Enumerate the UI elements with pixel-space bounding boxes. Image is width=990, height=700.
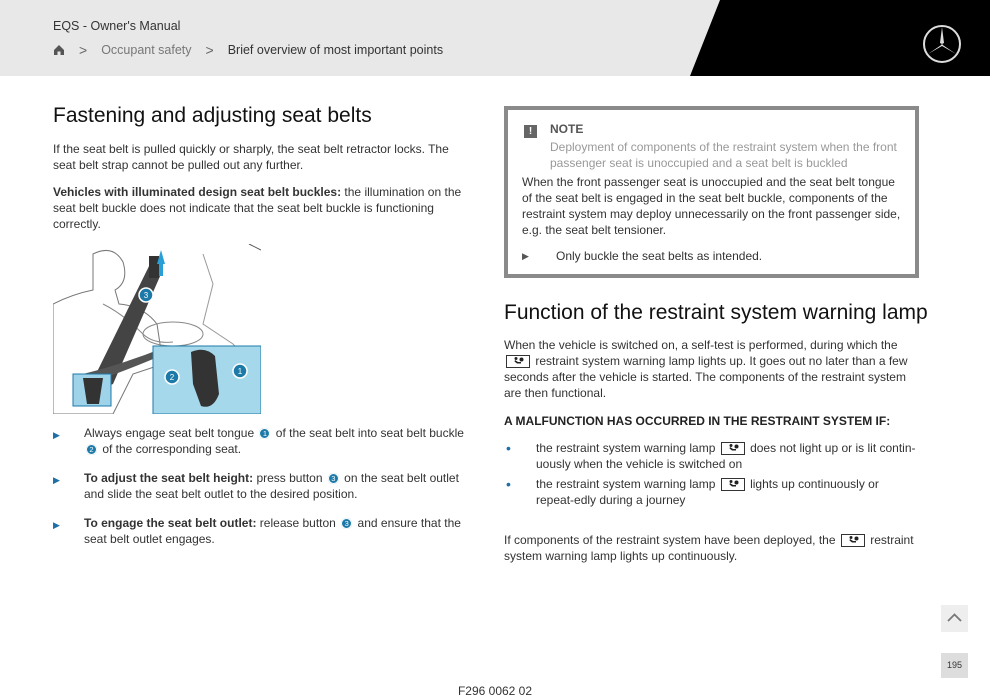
airbag-warning-lamp-icon xyxy=(721,442,745,455)
callout-badge-3: 3 xyxy=(341,518,352,529)
text: lights up continuously or repeat-edly during a journey xyxy=(536,477,879,507)
list-item-text xyxy=(84,515,473,547)
airbag-warning-lamp-icon xyxy=(506,355,530,368)
callout-badge-2: 2 xyxy=(86,444,97,455)
list-item xyxy=(53,515,473,547)
text: Always engage seat belt tongue xyxy=(84,426,258,440)
list-item-text xyxy=(536,440,919,472)
paragraph-self-test xyxy=(504,337,914,401)
paragraph-illuminated-buckles xyxy=(53,184,463,232)
note-box xyxy=(504,106,919,278)
arrow-right-icon: ▶ xyxy=(522,251,529,261)
breadcrumb-item-occupant-safety[interactable]: Occupant safety xyxy=(101,43,192,57)
chevron-up-icon xyxy=(941,605,968,632)
callout-2-label: 2 xyxy=(169,373,175,382)
chevron-right-icon: > xyxy=(205,42,214,58)
text: the restraint system warning lamp xyxy=(536,477,719,491)
figure-code: F296 0062 02 xyxy=(457,684,533,698)
instruction-list xyxy=(53,425,473,560)
paragraph-deployed xyxy=(504,532,919,564)
list-item-text xyxy=(536,476,919,508)
bold-lead: To engage the seat belt outlet: xyxy=(84,516,257,530)
airbag-warning-lamp-icon xyxy=(841,534,865,547)
chevron-right-icon: > xyxy=(79,42,88,58)
text: of the seat belt into seat belt buckle xyxy=(272,426,464,440)
note-label: NOTE xyxy=(550,122,584,136)
note-action xyxy=(522,249,762,263)
airbag-warning-lamp-icon xyxy=(721,478,745,491)
paragraph-text: the illumination on the seat belt buckle does not indicate that the seat belt buckle is functioning correctly. xyxy=(53,185,462,231)
paragraph-belt-lock: If the seat belt is pulled quickly or sharply, the seat belt retractor locks. The seat belt strap cannot be pulled out any further. xyxy=(53,142,449,172)
text: of the corresponding seat. xyxy=(99,442,242,456)
list-item-text xyxy=(84,470,473,502)
section-title-seat-belts: Fastening and adjusting seat belts xyxy=(53,104,372,127)
note-subtitle: Deployment of components of the restraint system when the front passenger seat is unoccupied and a seat belt is buckled xyxy=(550,140,897,170)
breadcrumb-item-current: Brief overview of most important points xyxy=(227,43,444,57)
list-item xyxy=(53,470,473,502)
bold-lead: Vehicles with illuminated design seat belt buckles: xyxy=(53,185,342,199)
home-icon[interactable] xyxy=(53,44,65,56)
text: the restraint system warning lamp xyxy=(536,441,719,455)
callout-3-label: 3 xyxy=(143,291,149,300)
text: When the vehicle is switched on, a self-test is performed, during which the xyxy=(504,338,898,352)
malfunction-heading: A MALFUNCTION HAS OCCURRED IN THE RESTRAINT SYSTEM IF: xyxy=(504,414,891,428)
note-action-text: Only buckle the seat belts as intended. xyxy=(556,249,763,263)
text: press button xyxy=(253,471,326,485)
arrow-right-icon: ▶ xyxy=(53,430,60,440)
text: and ensure that the seat belt outlet engages. xyxy=(84,516,461,546)
text: restraint system warning lamp lights up continuously. xyxy=(504,533,914,563)
text: does not light up or is lit contin-uously when the vehicle is switched on xyxy=(536,441,916,471)
list-item xyxy=(504,476,919,508)
callout-badge-1: 1 xyxy=(259,428,270,439)
section-title-warning-lamp: Function of the restraint system warning lamp xyxy=(504,301,928,324)
bullet-dot-icon: • xyxy=(506,476,511,492)
scroll-to-top-button[interactable] xyxy=(941,605,968,632)
text: release button xyxy=(256,516,340,530)
page-number: 195 xyxy=(941,653,968,678)
text: If components of the restraint system have been deployed, the xyxy=(504,533,839,547)
breadcrumb xyxy=(53,42,443,58)
bold-lead: To adjust the seat belt height: xyxy=(84,471,254,485)
list-item xyxy=(53,425,473,457)
list-item xyxy=(504,440,919,472)
callout-1-label: 1 xyxy=(237,367,243,376)
bullet-dot-icon: • xyxy=(506,440,511,456)
note-body: When the front passenger seat is unoccupied and the seat belt tongue of the seat belt is engaged in the seat belt buckle, components of the restraint system may deploy unnecessarily on the front passenger side, e.g. the seat belt tensioner. xyxy=(522,175,901,237)
arrow-right-icon: ▶ xyxy=(53,475,60,485)
seat-belt-illustration xyxy=(53,244,261,414)
callout-badge-3: 3 xyxy=(328,473,339,484)
text: on the seat belt outlet and slide the seat belt outlet to the desired position. xyxy=(84,471,459,501)
exclamation-icon: ! xyxy=(524,125,537,138)
text: restraint system warning lamp lights up. It goes out no later than a few seconds after the vehicle is started. The components of the restraint system are then functional. xyxy=(504,354,908,400)
list-item-text xyxy=(84,425,473,457)
arrow-right-icon: ▶ xyxy=(53,520,60,530)
mercedes-star-logo[interactable] xyxy=(922,24,962,64)
app-title: EQS - Owner's Manual xyxy=(53,19,181,33)
malfunction-list xyxy=(504,440,919,512)
